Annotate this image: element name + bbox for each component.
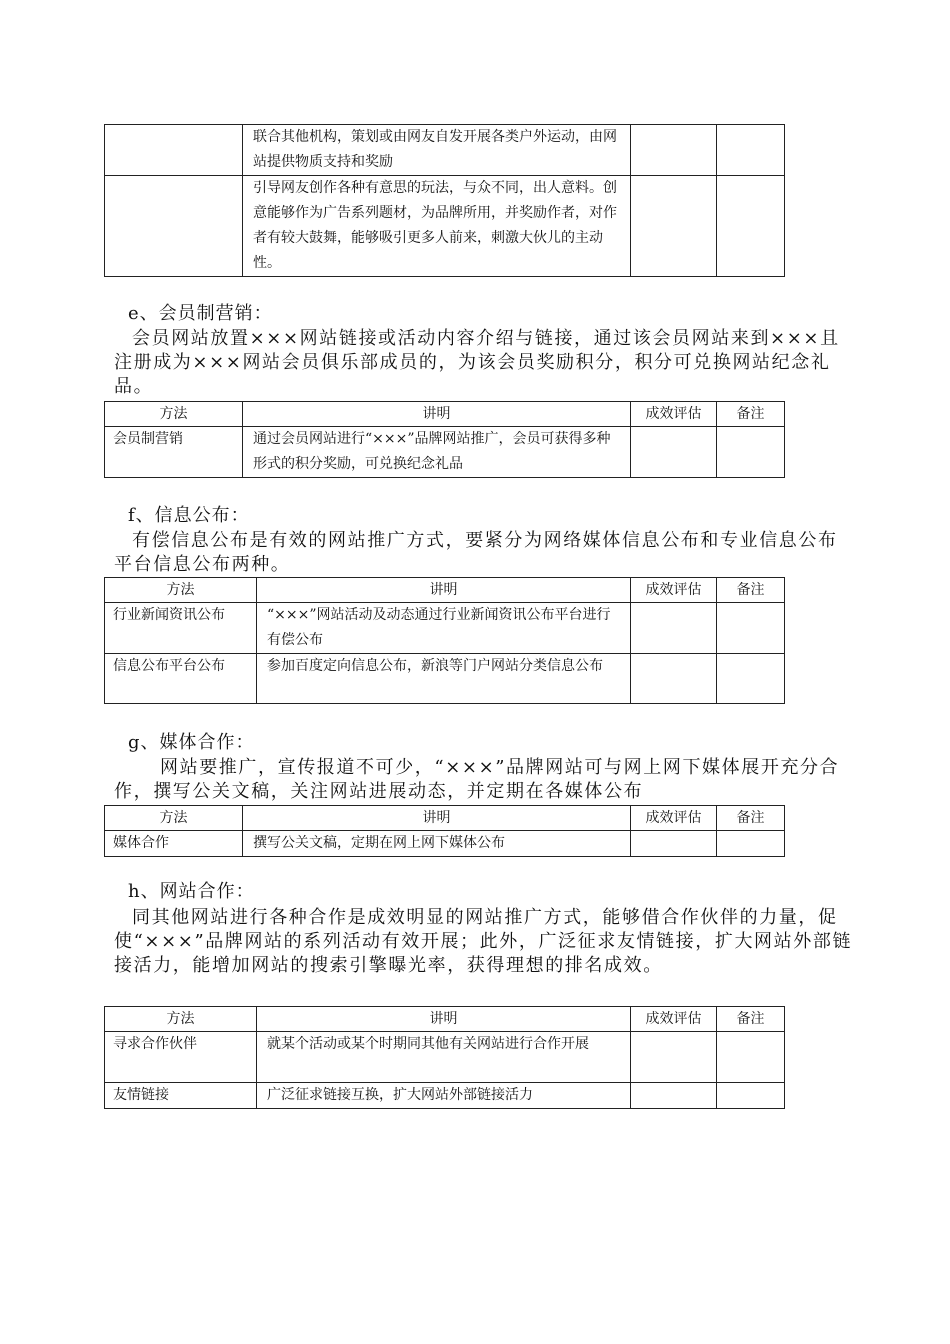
note-cell <box>717 176 785 277</box>
header-desc: 讲明 <box>243 402 631 427</box>
desc-cell: 广泛征求链接互换，扩大网站外部链接活力 <box>257 1083 631 1109</box>
table-row <box>105 831 785 857</box>
method-cell: 友情链接 <box>105 1083 257 1109</box>
table-row <box>105 654 785 704</box>
table-row <box>105 176 785 277</box>
desc-cell: 引导网友创作各种有意思的玩法，与众不同，出人意料。创意能够作为广告系列题材，为品牌所用，并奖励作者，对作者有较大鼓舞，能够吸引更多人前来，刺激大伙儿的主动性。 <box>243 176 631 277</box>
desc-cell: “×××”网站活动及动态通过行业新闻资讯公布平台进行有偿公布 <box>257 603 631 654</box>
header-method: 方法 <box>105 578 257 603</box>
header-note: 备注 <box>717 402 785 427</box>
header-note: 备注 <box>717 806 785 831</box>
table-row <box>105 1032 785 1083</box>
method-cell: 会员制营销 <box>105 427 243 478</box>
intro-table <box>104 124 785 277</box>
method-cell: 媒体合作 <box>105 831 243 857</box>
method-cell: 寻求合作伙伴 <box>105 1032 257 1083</box>
header-desc: 讲明 <box>257 1007 631 1032</box>
desc-cell: 就某个活动或某个时期同其他有关网站进行合作开展 <box>257 1032 631 1083</box>
table-header-row <box>105 402 785 427</box>
desc-cell: 通过会员网站进行“×××”品牌网站推广，会员可获得多种形式的积分奖励，可兑换纪念礼品 <box>243 427 631 478</box>
header-method: 方法 <box>105 1007 257 1032</box>
method-cell: 行业新闻资讯公布 <box>105 603 257 654</box>
note-cell <box>717 654 785 704</box>
section-e-heading: e、会员制营销： <box>128 303 273 324</box>
method-cell: 信息公布平台公布 <box>105 654 257 704</box>
note-cell <box>717 831 785 857</box>
table-row <box>105 125 785 176</box>
header-eval: 成效评估 <box>631 402 717 427</box>
note-cell <box>717 427 785 478</box>
section-f-paragraph: 有偿信息公布是有效的网站推广方式，要紧分为网络媒体信息公布和专业信息公布平台信息公布两种。 <box>114 530 838 575</box>
section-f-table <box>104 577 785 704</box>
eval-cell <box>631 831 717 857</box>
header-eval: 成效评估 <box>631 578 717 603</box>
eval-cell <box>631 654 717 704</box>
note-cell <box>717 603 785 654</box>
eval-cell <box>631 176 717 277</box>
eval-cell <box>631 1083 717 1109</box>
section-f-heading: f、信息公布： <box>128 505 250 526</box>
note-cell <box>717 125 785 176</box>
eval-cell <box>631 125 717 176</box>
desc-cell: 联合其他机构，策划或由网友自发开展各类户外运动，由网站提供物质支持和奖励 <box>243 125 631 176</box>
method-cell <box>105 176 243 277</box>
table-header-row <box>105 1007 785 1032</box>
header-note: 备注 <box>717 1007 785 1032</box>
header-note: 备注 <box>717 578 785 603</box>
header-desc: 讲明 <box>257 578 631 603</box>
section-g-table <box>104 805 785 857</box>
table-header-row <box>105 806 785 831</box>
header-method: 方法 <box>105 402 243 427</box>
section-g-paragraph: 网站要推广，宣传报道不可少，“×××”品牌网站可与网上网下媒体展开充分合作，撰写公关文稿，关注网站进展动态，并定期在各媒体公布 <box>114 757 840 802</box>
section-e-paragraph: 会员网站放置×××网站链接或活动内容介绍与链接，通过该会员网站来到×××且注册成为×××网站会员俱乐部成员的，为该会员奖励积分，积分可兑换网站纪念礼品。 <box>114 328 840 397</box>
table-row <box>105 1083 785 1109</box>
header-method: 方法 <box>105 806 243 831</box>
method-cell <box>105 125 243 176</box>
header-eval: 成效评估 <box>631 806 717 831</box>
section-h-paragraph: 同其他网站进行各种合作是成效明显的网站推广方式，能够借合作伙伴的力量，促使“×××”品牌网站的系列活动有效开展；此外，广泛征求友情链接，扩大网站外部链接活力，能增加网站的搜索引擎曝光率，获得理想的排名成效。 <box>114 907 853 976</box>
desc-cell: 参加百度定向信息公布，新浪等门户网站分类信息公布 <box>257 654 631 704</box>
table-row <box>105 427 785 478</box>
section-h-heading: h、网站合作： <box>128 881 255 902</box>
eval-cell <box>631 603 717 654</box>
eval-cell <box>631 1032 717 1083</box>
desc-cell: 撰写公关文稿，定期在网上网下媒体公布 <box>243 831 631 857</box>
section-g-heading: g、媒体合作： <box>128 732 255 753</box>
section-e-table <box>104 401 785 478</box>
note-cell <box>717 1032 785 1083</box>
table-header-row <box>105 578 785 603</box>
note-cell <box>717 1083 785 1109</box>
eval-cell <box>631 427 717 478</box>
header-eval: 成效评估 <box>631 1007 717 1032</box>
table-row <box>105 603 785 654</box>
header-desc: 讲明 <box>243 806 631 831</box>
section-h-table <box>104 1006 785 1109</box>
